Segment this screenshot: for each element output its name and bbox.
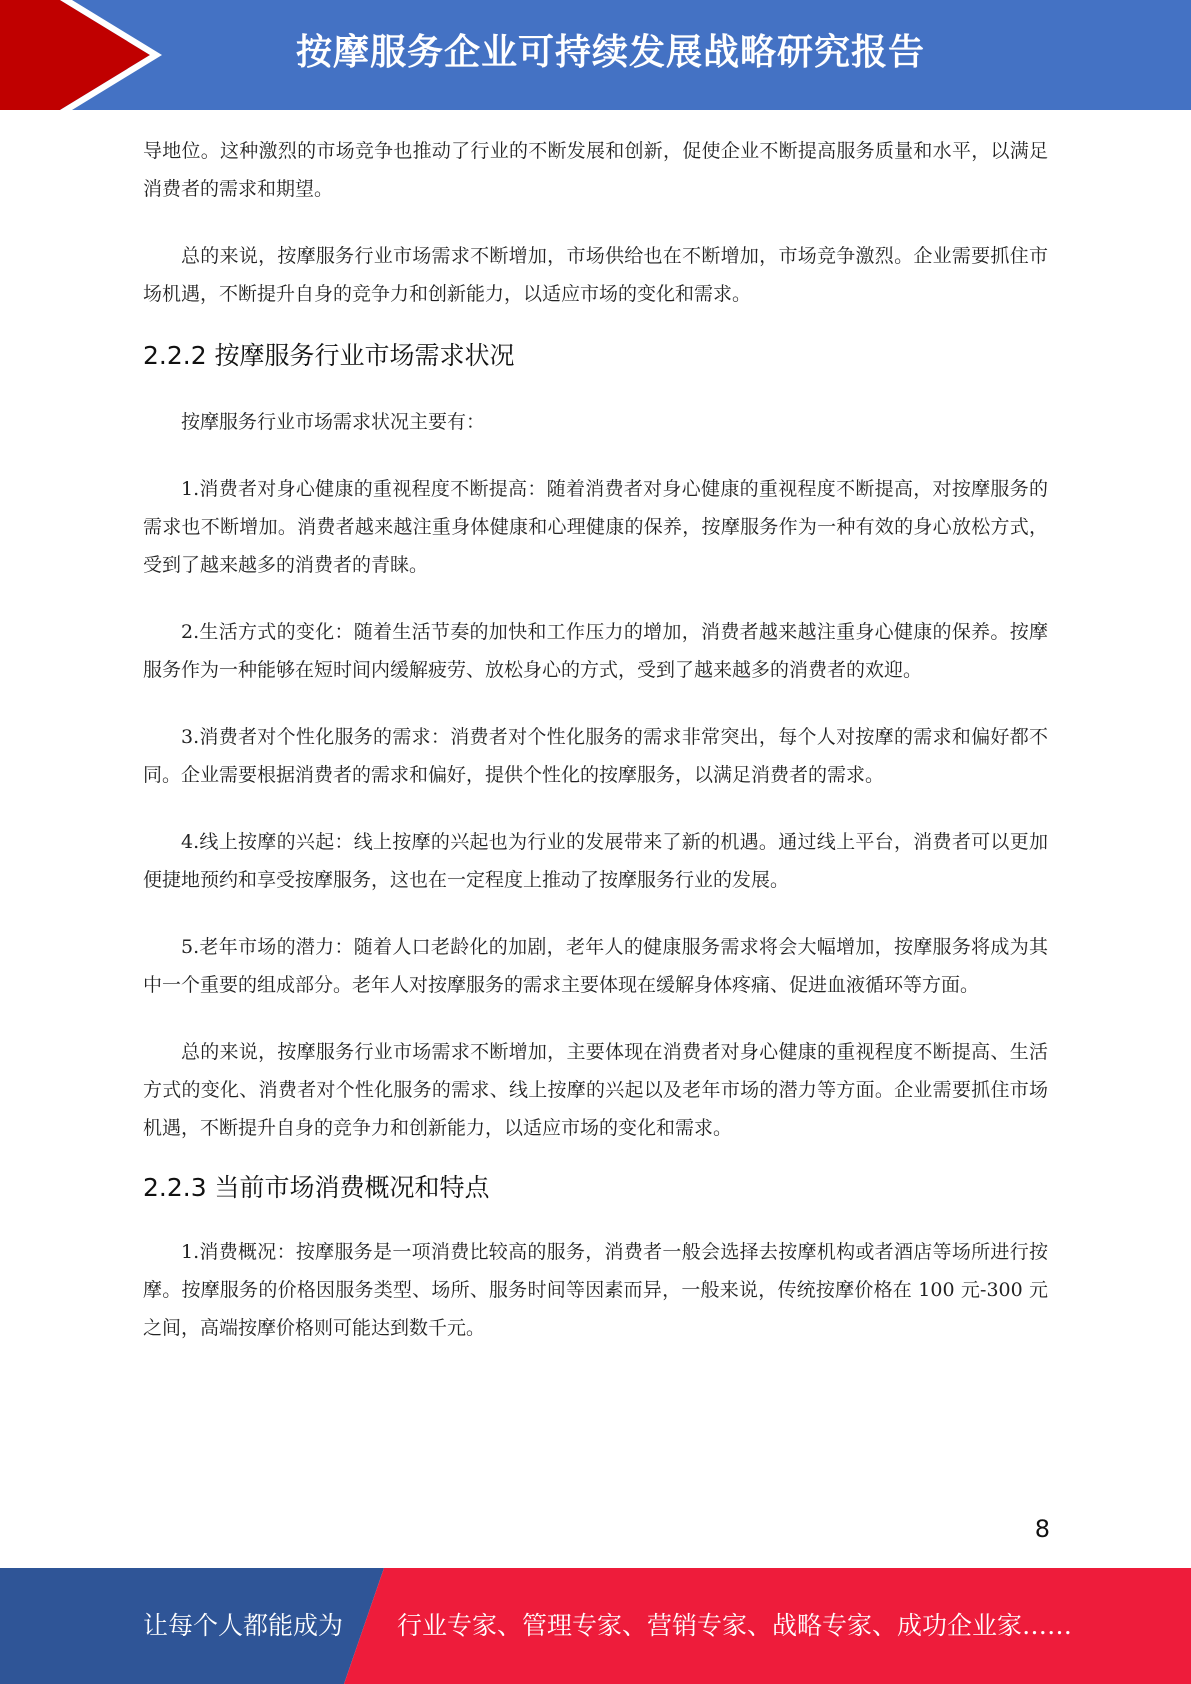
- footer-slogan-right: 行业专家、管理专家、营销专家、战略专家、成功企业家……: [397, 1611, 1073, 1640]
- report-title: 按摩服务企业可持续发展战略研究报告: [295, 32, 925, 73]
- list-item-elderly-market: 5.老年市场的潜力：随着人口老龄化的加剧，老年人的健康服务需求将会大幅增加，按摩服务将成为其中一个重要的组成部分。老年人对按摩服务的需求主要体现在缓解身体疼痛、促进血液循环等方面。: [143, 936, 1048, 996]
- list-item-health-awareness: 1.消费者对身心健康的重视程度不断提高：随着消费者对身心健康的重视程度不断提高，对按摩服务的需求也不断增加。消费者越来越注重身体健康和心理健康的保养，按摩服务作为一种有效的身心放松方式，受到了越来越多的消费者的青睐。: [143, 478, 1048, 576]
- paragraph-summary-demand: 总的来说，按摩服务行业市场需求不断增加，主要体现在消费者对身心健康的重视程度不断提高、生活方式的变化、消费者对个性化服务的需求、线上按摩的兴起以及老年市场的潜力等方面。企业需要抓住市场机遇，不断提升自身的竞争力和创新能力，以适应市场的变化和需求。: [143, 1041, 1048, 1139]
- footer-band: [0, 1568, 1191, 1684]
- section-heading-2-2-3: 2.2.3 当前市场消费概况和特点: [143, 1173, 490, 1202]
- list-item-consumption-overview: 1.消费概况：按摩服务是一项消费比较高的服务，消费者一般会选择去按摩机构或者酒店等场所进行按摩。按摩服务的价格因服务类型、场所、服务时间等因素而异，一般来说，传统按摩价格在 100 元-300 元之间，高端按摩价格则可能达到数千元。: [143, 1241, 1048, 1339]
- page-content: [143, 132, 1048, 1347]
- paragraph-demand-intro: 按摩服务行业市场需求状况主要有：: [181, 411, 486, 433]
- list-item-lifestyle-change: 2.生活方式的变化：随着生活节奏的加快和工作压力的增加，消费者越来越注重身心健康的保养。按摩服务作为一种能够在短时间内缓解疲劳、放松身心的方式，受到了越来越多的消费者的欢迎。: [143, 621, 1048, 681]
- page-number: 8: [1034, 1515, 1050, 1543]
- header-band: [0, 0, 1191, 110]
- list-item-online-massage: 4.线上按摩的兴起：线上按摩的兴起也为行业的发展带来了新的机遇。通过线上平台，消费者可以更加便捷地预约和享受按摩服务，这也在一定程度上推动了按摩服务行业的发展。: [143, 831, 1048, 891]
- paragraph-continuation: 导地位。这种激烈的市场竞争也推动了行业的不断发展和创新，促使企业不断提高服务质量和水平，以满足消费者的需求和期望。: [143, 140, 1048, 200]
- paragraph-summary-supply: 总的来说，按摩服务行业市场需求不断增加，市场供给也在不断增加，市场竞争激烈。企业需要抓住市场机遇，不断提升自身的竞争力和创新能力，以适应市场的变化和需求。: [143, 245, 1048, 305]
- section-heading-2-2-2: 2.2.2 按摩服务行业市场需求状况: [143, 341, 515, 370]
- footer-slogan-left: 让每个人都能成为: [143, 1611, 344, 1640]
- list-item-personalization: 3.消费者对个性化服务的需求：消费者对个性化服务的需求非常突出，每个人对按摩的需求和偏好都不同。企业需要根据消费者的需求和偏好，提供个性化的按摩服务，以满足消费者的需求。: [143, 726, 1048, 786]
